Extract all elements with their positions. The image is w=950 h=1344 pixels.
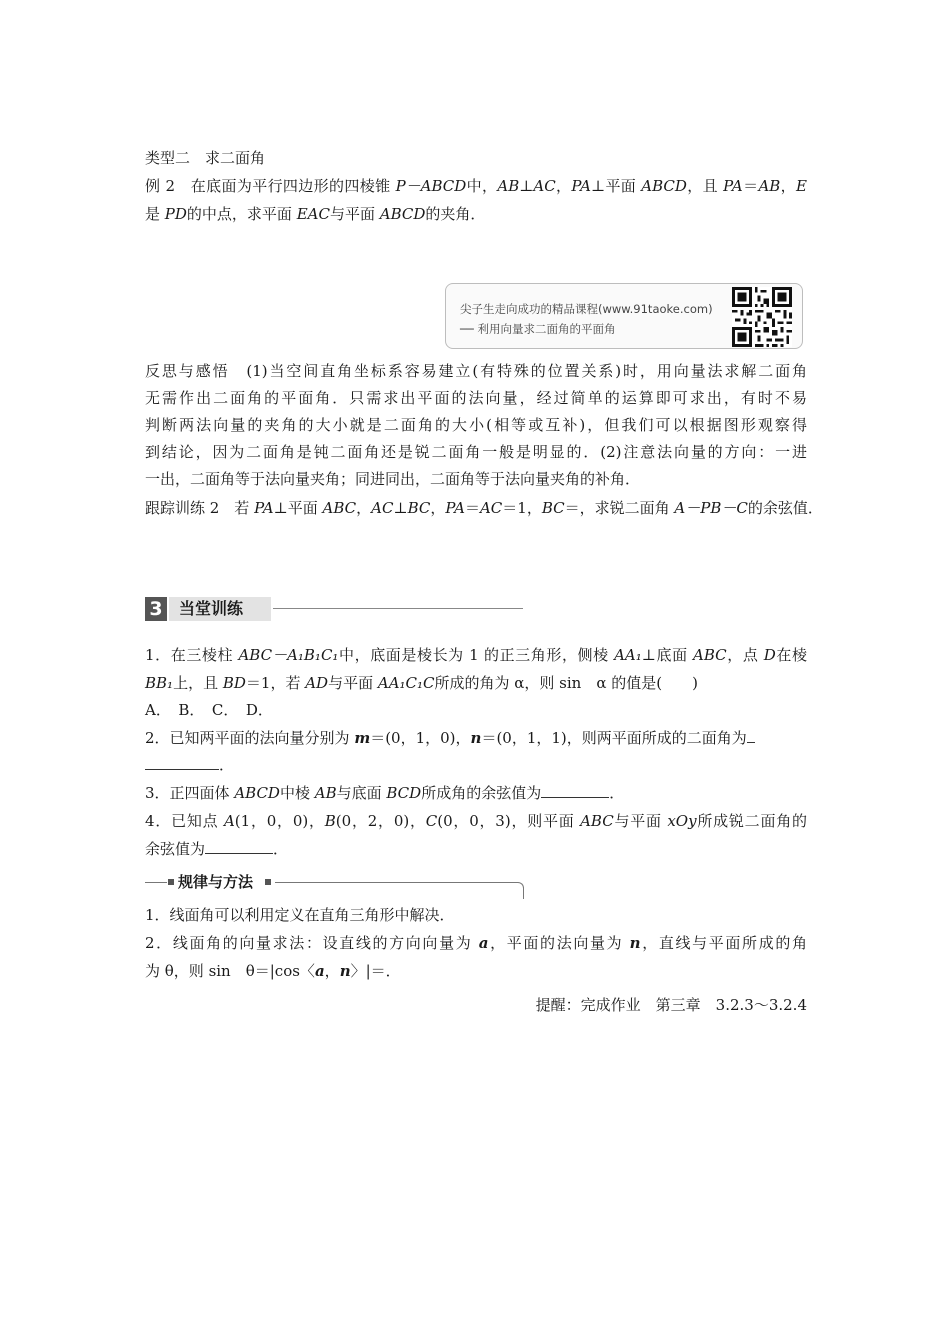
example-2-line-2: 是 PD的中点，求平面 EAC与平面 ABCD的夹角． xyxy=(145,205,486,223)
reflection-line-2: 无需作出二面角的平面角．只需求出平面的法向量，经过简单的运算即可求出，有时不易 xyxy=(145,389,807,407)
question-4-line-1: 4．已知点 A(1，0，0)，B(0，2，0)，C(0，0，3)，则平面 ABC与平面 xOy所成锐二面角的 xyxy=(145,812,807,830)
answer-blank-4[interactable] xyxy=(205,839,273,854)
rules-box-header xyxy=(145,873,523,899)
reflection-line-4: 到结论，因为二面角是钝二面角还是锐二面角一般是明显的．(2)注意法向量的方向：一进 xyxy=(145,443,807,461)
type2-heading: 类型二 求二面角 xyxy=(145,149,266,167)
reflection-line-1: 反思与感悟 (1)当空间直角坐标系容易建立(有特殊的位置关系)时，用向量法求解二面角 xyxy=(145,362,807,380)
qr-code-icon[interactable] xyxy=(732,287,792,347)
rules-title: 规律与方法 xyxy=(178,873,254,891)
section-number: 3 xyxy=(145,597,167,621)
answer-blank-3[interactable] xyxy=(541,783,609,798)
section-title: 当堂训练 xyxy=(169,597,271,621)
promo-line-2: ── 利用向量求二面角的平面角 xyxy=(460,322,616,336)
promo-line-1: 尖子生走向成功的精品课程(www.91taoke.com) xyxy=(460,302,713,316)
section-divider xyxy=(273,608,523,609)
question-2-line-1: 2．已知两平面的法向量分别为 m＝(0，1，0)，n＝(0，1，1)，则两平面所成的二面角为 xyxy=(145,728,755,748)
homework-reminder: 提醒：完成作业 第三章 3.2.3～3.2.4 xyxy=(535,996,807,1014)
question-4-line-2: 余弦值为 ． xyxy=(145,840,289,858)
example-2-line-1: 例 2 在底面为平行四边形的四棱锥 P－ABCD中，AB⊥AC，PA⊥平面 ABCD，且 PA＝AB，E xyxy=(145,177,807,195)
rule-2-line-1: 2．线面角的向量求法：设直线的方向向量为 a，平面的法向量为 n，直线与平面所成的角 xyxy=(145,934,807,952)
question-2-line-2: ． xyxy=(145,755,234,775)
reflection-line-3: 判断两法向量的夹角的大小就是二面角的大小(相等或互补)，但我们可以根据图形观察得 xyxy=(145,416,807,434)
question-1-choices: A． B． C． D． xyxy=(145,701,273,719)
bullet-square-icon xyxy=(168,879,174,885)
bullet-square-icon xyxy=(265,879,271,885)
course-promo-banner[interactable] xyxy=(445,283,803,349)
rule-2-line-2: 为 θ，则 sin θ＝|cos〈a，n〉|＝． xyxy=(145,962,401,980)
answer-blank-2[interactable] xyxy=(145,755,219,770)
question-3: 3．正四面体 ABCD中棱 AB与底面 BCD所成角的余弦值为 ． xyxy=(145,784,625,802)
rule-1: 1．线面角可以利用定义在直角三角形中解决． xyxy=(145,906,455,924)
reflection-line-5: 一出，二面角等于法向量夹角；同进同出，二面角等于法向量夹角的补角． xyxy=(145,470,641,488)
track-training-2: 跟踪训练 2 若 PA⊥平面 ABC，AC⊥BC，PA＝AC＝1，BC＝，求锐二面角 A－PB－C的余弦值． xyxy=(145,499,823,517)
question-1-line-1: 1．在三棱柱 ABC－A₁B₁C₁中，底面是棱长为 1 的正三角形，侧棱 AA₁⊥底面 ABC，点 D在棱 xyxy=(145,646,808,664)
question-1-line-2: BB₁上，且 BD＝1，若 AD与平面 AA₁C₁C所成的角为 α，则 sin α 的值是( ) xyxy=(145,674,698,692)
